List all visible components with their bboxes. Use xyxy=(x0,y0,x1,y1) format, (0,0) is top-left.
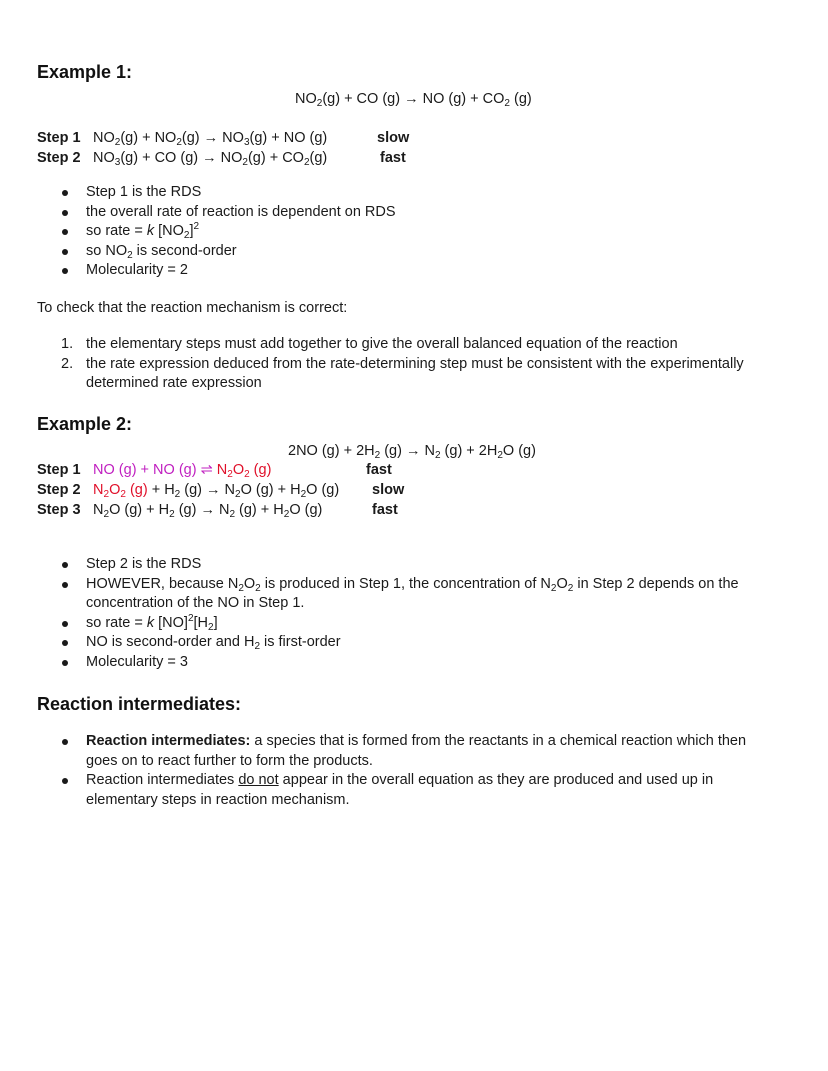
list-item: NO is second-order and $H_2$ is first-order xyxy=(37,633,797,653)
example1-heading: Example 1: xyxy=(37,62,133,82)
example1-step1: Step 1 $NO_2(g) + NO_2(g) \to NO_3(g)$ + NO (g) xyxy=(37,130,328,148)
example2-step2-speed: slow xyxy=(372,482,405,498)
example2-bullets xyxy=(37,555,797,672)
example1-bullets xyxy=(37,183,797,281)
example2-heading: Example 2: xyxy=(37,414,133,434)
list-item: Molecularity = 2 xyxy=(37,261,797,281)
example2-overall-equation: 2NO $(g) + 2H_2$ $(g) \to N_2$ $(g) + 2H_2O$ (g) xyxy=(288,443,536,461)
list-item: so rate = k $[NO_2]^2$ xyxy=(37,222,797,242)
example2-step2: Step 2 $N_2O_2$ $(g) + H_2$ $(g) \to N_2O$ $(g) + H_2O$ (g) xyxy=(37,482,340,500)
example1-step2-speed: fast xyxy=(380,150,406,166)
intermediates-heading: Reaction intermediates: xyxy=(37,694,242,714)
list-item: Reaction intermediates do not appear in the overall equation as they are produced and used up in elementary steps in reaction mechanism. xyxy=(37,771,807,810)
example1-overall-equation: $NO_2(g)$ + CO (g) → NO $(g) + CO_2$ (g) xyxy=(295,91,532,109)
example2-step3-speed: fast xyxy=(372,502,398,518)
list-item: so $NO_2$ is second-order xyxy=(37,242,797,262)
list-item: Step 1 is the RDS xyxy=(37,183,797,203)
list-item: Step 2 is the RDS xyxy=(37,555,797,575)
intermediates-bullets xyxy=(37,732,807,810)
check-list xyxy=(37,335,797,394)
example1-step2: Step 2 $NO_3(g)$ + CO $(g) \to NO_2(g) + CO_2(g)$ xyxy=(37,150,328,168)
list-item: 2. the rate expression deduced from the rate-determining step must be consistent with the experimentally determined rate expression xyxy=(61,355,744,391)
list-item: Reaction intermediates: a species that is formed from the reactants in a chemical reaction which then goes on to react further to form the products. xyxy=(37,732,807,771)
list-item: the overall rate of reaction is dependent on RDS xyxy=(37,203,797,223)
list-item: 1. the elementary steps must add together to give the overall balanced equation of the reaction xyxy=(61,336,678,352)
example1-step1-speed: slow xyxy=(377,130,410,146)
list-item: so rate = k $[NO]^2[H_2]$ xyxy=(37,614,797,634)
list-item: HOWEVER, because $N_2O_2$ is produced in Step 1, the concentration of $N_2O_2$ in Step 2 depends on the concentration of the NO in Step 1. xyxy=(37,575,797,614)
check-intro: To check that the reaction mechanism is correct: xyxy=(37,300,348,316)
list-item: Molecularity = 3 xyxy=(37,653,797,673)
example2-step3: Step 3 $N_2O$ $(g) + H_2$ $(g) \to N_2$ $(g) + H_2O$ (g) xyxy=(37,502,323,520)
example2-step1: Step 1 NO (g) + NO (g) ⇌ $N_2O_2$ (g) xyxy=(37,462,272,480)
example2-step1-speed: fast xyxy=(366,462,392,478)
